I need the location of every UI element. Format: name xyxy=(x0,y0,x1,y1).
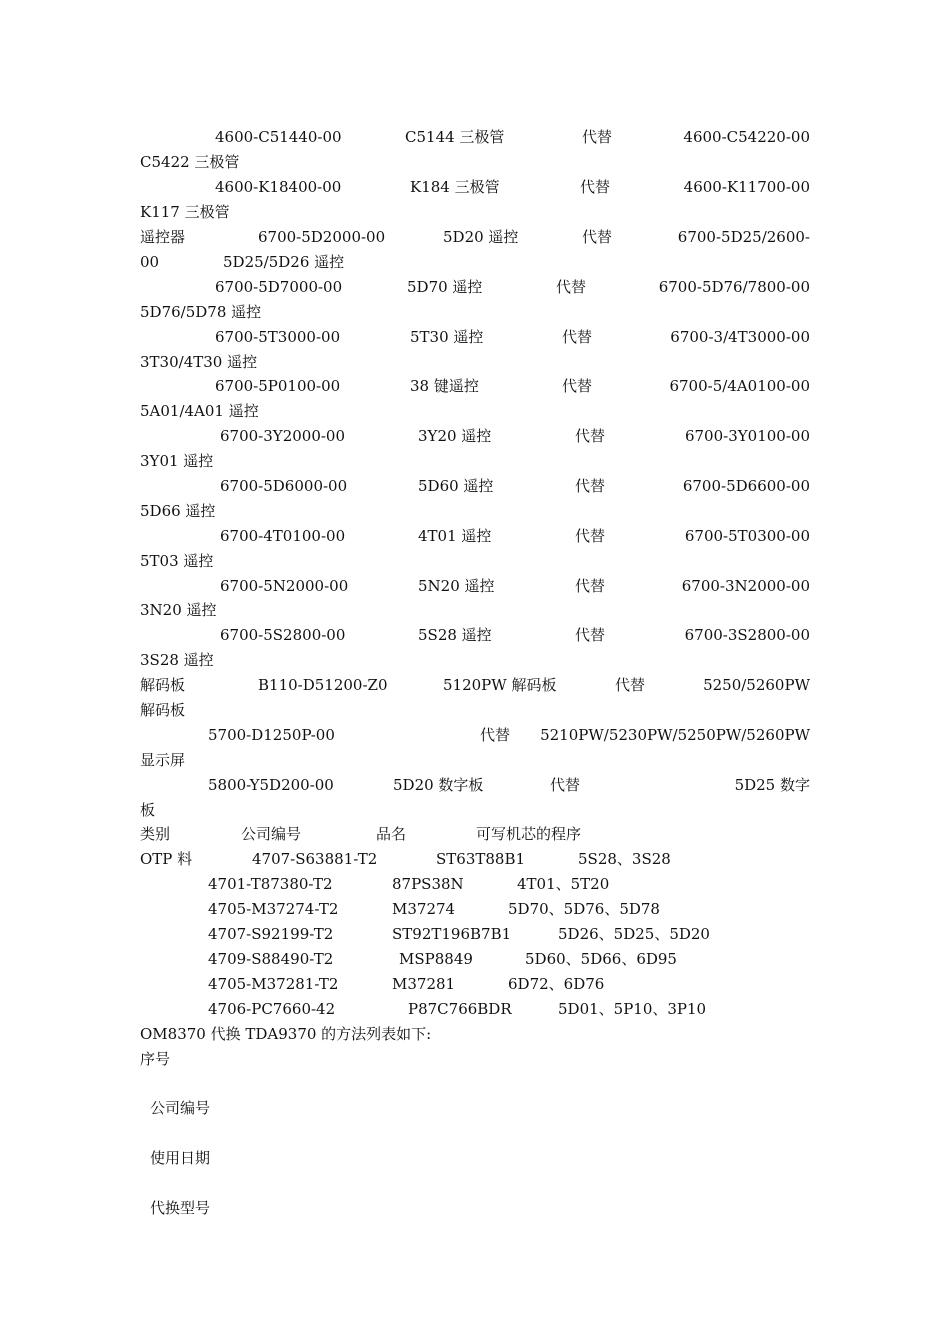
replacement-name: 5D66 遥控 xyxy=(140,502,216,520)
replacement-name: 3T30/4T30 遥控 xyxy=(140,353,258,371)
replace-word: 代替 xyxy=(580,178,611,196)
category-label: OTP 料 xyxy=(140,850,193,868)
company-code: 4706-PC7660-42 xyxy=(208,1000,336,1018)
replacement-code: 6700-5/4A0100-00 xyxy=(669,377,810,395)
company-code: 4705-M37274-T2 xyxy=(208,900,339,918)
replacement-name: 5A01/4A01 遥控 xyxy=(140,402,259,420)
list-heading-use-date: 使用日期 xyxy=(150,1149,211,1167)
part-name: 38 键遥控 xyxy=(410,377,479,395)
replacement-name: 解码板 xyxy=(140,701,186,719)
replace-word: 代替 xyxy=(556,278,587,296)
section-intro: OM8370 代换 TDA9370 的方法列表如下: xyxy=(140,1025,432,1043)
part-name: 5120PW 解码板 xyxy=(443,676,557,694)
program-list: 5D01、5P10、3P10 xyxy=(558,1000,707,1018)
part-code: 6700-5D2000-00 xyxy=(258,228,386,246)
company-code: 4707-S92199-T2 xyxy=(208,925,334,943)
replacement-code: 6700-3Y0100-00 xyxy=(684,427,810,445)
part-code: 5700-D1250P-00 xyxy=(208,726,335,744)
product-name: 87PS38N xyxy=(392,875,464,893)
list-heading-replacement-model: 代换型号 xyxy=(150,1199,211,1217)
replacement-name: 3N20 遥控 xyxy=(140,601,217,619)
part-code: 5800-Y5D200-00 xyxy=(208,776,334,794)
part-code: 6700-5T3000-00 xyxy=(215,328,341,346)
program-list: 5D26、5D25、5D20 xyxy=(558,925,710,943)
replace-word: 代替 xyxy=(575,527,606,545)
part-code: 6700-3Y2000-00 xyxy=(220,427,346,445)
table-header-category: 类别 xyxy=(140,825,171,843)
replacement-name: 显示屏 xyxy=(140,751,186,769)
part-code: 4600-C51440-00 xyxy=(215,128,342,146)
replacement-name: 3Y01 遥控 xyxy=(140,452,214,470)
replacement-code: 5250/5260PW xyxy=(703,676,810,694)
replacement-name: 3S28 遥控 xyxy=(140,651,214,669)
list-heading-company-code: 公司编号 xyxy=(150,1099,211,1117)
company-code: 4705-M37281-T2 xyxy=(208,975,339,993)
product-name: ST92T196B7B1 xyxy=(392,925,512,943)
product-name: M37274 xyxy=(392,900,456,918)
part-name: 5S28 遥控 xyxy=(418,626,492,644)
replacement-code: 6700-5T0300-00 xyxy=(684,527,810,545)
replace-word: 代替 xyxy=(550,776,581,794)
part-name: K184 三极管 xyxy=(410,178,500,196)
table-header-product-name: 品名 xyxy=(376,825,407,843)
replacement-name: 5D76/5D78 遥控 xyxy=(140,303,262,321)
program-list: 5S28、3S28 xyxy=(578,850,671,868)
replace-word: 代替 xyxy=(575,577,606,595)
part-code: 6700-5D6000-00 xyxy=(220,477,348,495)
replace-word: 代替 xyxy=(582,128,613,146)
replace-word: 代替 xyxy=(575,427,606,445)
replace-word: 代替 xyxy=(480,726,511,744)
part-name: 5N20 遥控 xyxy=(418,577,495,595)
replacement-name: C5422 三极管 xyxy=(140,153,240,171)
replace-word: 代替 xyxy=(615,676,646,694)
replace-word: 代替 xyxy=(582,228,613,246)
part-name: 5D20 数字板 xyxy=(393,776,484,794)
category-label: 解码板 xyxy=(140,676,186,694)
replacement-code: 6700-5D25/2600- xyxy=(677,228,810,246)
product-name: M37281 xyxy=(392,975,456,993)
part-code: 6700-5P0100-00 xyxy=(215,377,341,395)
product-name: MSP8849 xyxy=(399,950,473,968)
program-list: 6D72、6D76 xyxy=(508,975,605,993)
replacement-code: 4600-C54220-00 xyxy=(683,128,810,146)
replace-word: 代替 xyxy=(562,377,593,395)
part-code: 6700-5N2000-00 xyxy=(220,577,349,595)
replacement-code-cont: 00 xyxy=(140,253,160,271)
replacement-name: 5D25/5D26 遥控 xyxy=(223,253,345,271)
part-name: 5T30 遥控 xyxy=(410,328,484,346)
replacement-code: 6700-3S2800-00 xyxy=(684,626,810,644)
list-heading-serial: 序号 xyxy=(140,1050,171,1068)
part-name: 5D20 遥控 xyxy=(443,228,519,246)
table-header-program: 可写机芯的程序 xyxy=(476,825,582,843)
part-code: 6700-5S2800-00 xyxy=(220,626,346,644)
replacement-name: 5T03 遥控 xyxy=(140,552,214,570)
company-code: 4707-S63881-T2 xyxy=(252,850,378,868)
replace-word: 代替 xyxy=(575,626,606,644)
replacement-code: 5210PW/5230PW/5250PW/5260PW xyxy=(540,726,810,744)
company-code: 4701-T87380-T2 xyxy=(208,875,333,893)
replacement-name: K117 三极管 xyxy=(140,203,230,221)
part-name: C5144 三极管 xyxy=(405,128,505,146)
product-name: ST63T88B1 xyxy=(436,850,526,868)
part-name: 5D60 遥控 xyxy=(418,477,494,495)
part-name: 5D70 遥控 xyxy=(407,278,483,296)
replace-word: 代替 xyxy=(575,477,606,495)
program-list: 5D70、5D76、5D78 xyxy=(508,900,660,918)
replacement-code: 6700-3/4T3000-00 xyxy=(670,328,810,346)
replace-word: 代替 xyxy=(562,328,593,346)
replacement-code: 6700-5D76/7800-00 xyxy=(658,278,810,296)
replacement-code: 4600-K11700-00 xyxy=(683,178,810,196)
program-list: 5D60、5D66、6D95 xyxy=(525,950,677,968)
replacement-code: 6700-5D6600-00 xyxy=(682,477,810,495)
product-name: P87C766BDR xyxy=(408,1000,512,1018)
replacement-code: 6700-3N2000-00 xyxy=(681,577,810,595)
part-name: 3Y20 遥控 xyxy=(418,427,492,445)
program-list: 4T01、5T20 xyxy=(517,875,610,893)
part-code: 4600-K18400-00 xyxy=(215,178,342,196)
table-header-company-code: 公司编号 xyxy=(241,825,302,843)
part-name: 4T01 遥控 xyxy=(418,527,492,545)
part-code: 6700-5D7000-00 xyxy=(215,278,343,296)
replacement-name: 5D25 数字 xyxy=(734,776,810,794)
category-label: 遥控器 xyxy=(140,228,186,246)
part-code: 6700-4T0100-00 xyxy=(220,527,346,545)
company-code: 4709-S88490-T2 xyxy=(208,950,334,968)
replacement-name-cont: 板 xyxy=(140,801,156,819)
part-code: B110-D51200-Z0 xyxy=(258,676,388,694)
